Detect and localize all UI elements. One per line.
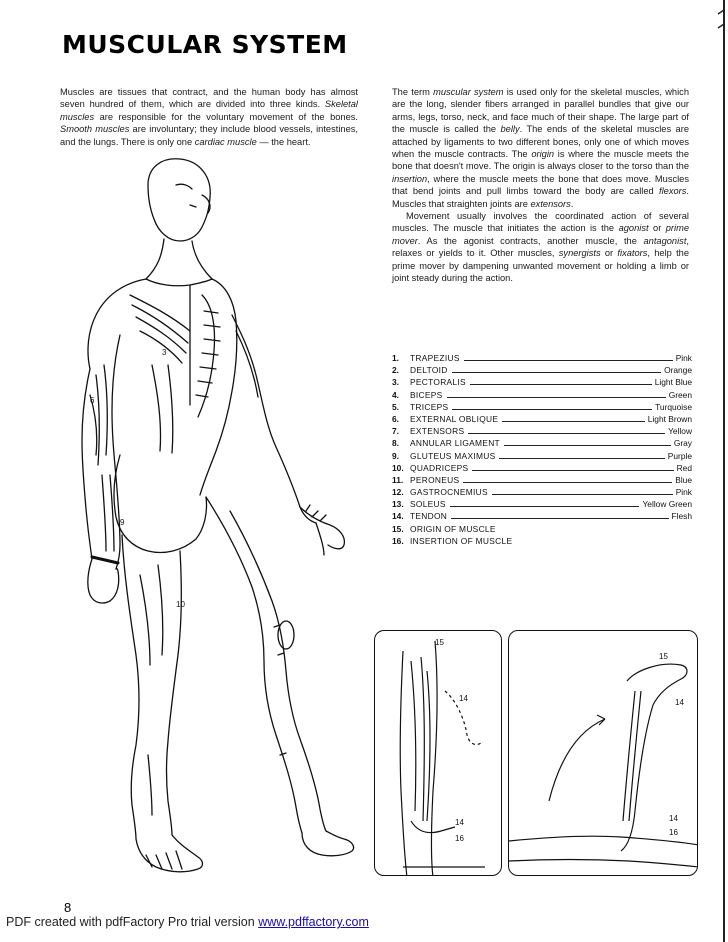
color-legend: [392, 352, 692, 547]
inset-label: 14: [459, 694, 468, 703]
figure-label: 10: [176, 600, 185, 609]
term-skeletal-muscles: Skeletal muscles: [60, 99, 358, 122]
figure-label: 9: [120, 518, 125, 527]
pdffactory-link[interactable]: www.pdffactory.com: [258, 915, 369, 929]
legend-item: 9. GLUTEUS MAXIMUS Purple: [392, 450, 692, 461]
inset-label: 16: [455, 834, 464, 843]
term-smooth-muscles: Smooth muscles: [60, 124, 130, 135]
legend-item: 6. EXTERNAL OBLIQUE Light Brown: [392, 413, 692, 424]
figure-label: 3: [162, 348, 167, 357]
inset-label: 14: [675, 698, 684, 707]
description-paragraph-2: Movement usually involves the coordinated action of several muscles. The muscle that initiates the action is the agonist or prime mover. As the agonist contracts, another muscle, the antagonist, relaxes or yields to it. Other muscles, synergists or fixators, help the prime mover by dampening unwanted movement or holding a limb or joint steady during the action.: [392, 211, 690, 284]
neck: [146, 239, 212, 279]
legend-item: 3. PECTORALIS Light Blue: [392, 377, 692, 388]
legend-item: 11. PERONEUS Blue: [392, 474, 692, 485]
legend-item: 8. ANNULAR LIGAMENT Gray: [392, 438, 692, 449]
legend-item: 13. SOLEUS Yellow Green: [392, 499, 692, 510]
hand-back: [300, 507, 344, 555]
legend-item: 2. DELTOID Orange: [392, 365, 692, 376]
arm-inset-extended: [374, 630, 502, 876]
description-column: [392, 86, 689, 285]
page-title: MUSCULAR SYSTEM: [62, 30, 348, 59]
arm-inset-flexed: [508, 630, 698, 876]
legend-item: 16. INSERTION OF MUSCLE: [392, 535, 513, 546]
figure-label: 6: [90, 396, 95, 405]
hand-right: [88, 559, 119, 603]
inset-label: 14: [455, 818, 464, 827]
term-cardiac-muscle: cardiac muscle: [194, 136, 257, 147]
foot-back: [302, 831, 354, 856]
head-outline: [148, 159, 210, 241]
scan-edge: [714, 0, 728, 942]
inset-label: 15: [659, 652, 668, 661]
arm-inset-flexed-drawing: [509, 631, 698, 876]
pdf-footer: PDF created with pdfFactory Pro trial version www.pdffactory.com: [6, 915, 369, 929]
intro-paragraph: Muscles are tissues that contract, and the human body has almost seven hundred of them, which are divided into three kinds. Skeletal muscles are responsible for the voluntary movement of the bones. Smooth muscles are involuntary; they include blood vessels, intestines, and the lungs. There is only one cardiac muscle — the heart.: [60, 87, 358, 147]
page-number: 8: [64, 900, 72, 915]
foot-front: [136, 835, 203, 872]
legend-item: 7. EXTENSORS Yellow: [392, 426, 692, 437]
arm-inset-extended-drawing: [375, 631, 502, 876]
arm-back: [232, 315, 316, 523]
hip-outline: [114, 455, 207, 553]
legend-item: 1. TRAPEZIUS Pink: [392, 353, 692, 363]
description-paragraph-1: The term muscular system is used only for the skeletal muscles, which are the long, slender fibers arranged in parallel bundles that give our arms, legs, torso, neck, and face much of their shape. The large part of the muscle is called the belly. The ends of the skeletal muscles are attached by ligaments to two different bones, only one of which moves when the muscle contracts. The origin is where the muscle meets the bone that doesn't move. The origin is always closer to the torso than the insertion, where the muscle meets the bone that does move. Muscles that bend joints and pull limbs toward the body are called flexors. Muscles that straighten joints are extensors.: [392, 87, 689, 209]
inset-label: 14: [669, 814, 678, 823]
legend-item: 12. GASTROCNEMIUS Pink: [392, 487, 692, 498]
legend-item: 14. TENDON Flesh: [392, 511, 692, 522]
leg-back: [206, 497, 326, 833]
anatomy-figure: [40, 155, 370, 885]
legend-item: 5. TRICEPS Turquoise: [392, 401, 692, 412]
legend-item: 10. QUADRICEPS Red: [392, 462, 692, 473]
legend-item: 4. BICEPS Green: [392, 389, 692, 400]
inset-label: 15: [435, 638, 444, 647]
legend-item: 15. ORIGIN OF MUSCLE: [392, 523, 496, 534]
inset-label: 16: [669, 828, 678, 837]
